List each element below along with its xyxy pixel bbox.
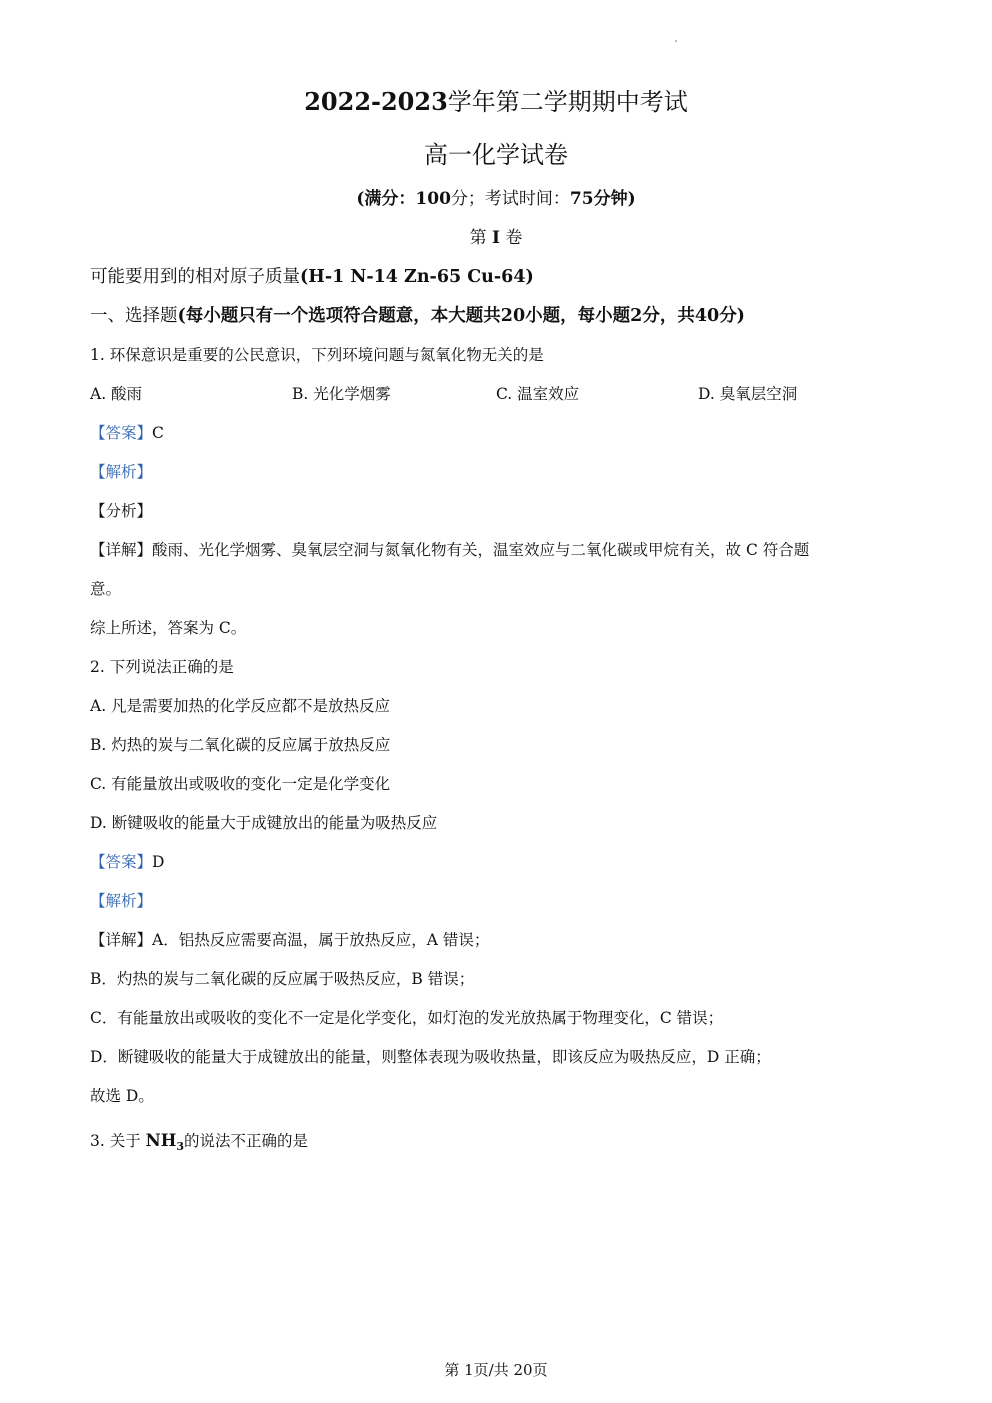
q1-detail-text1: 酸雨、光化学烟雾、臭氧层空洞与氮氧化物有关，温室效应与二氧化碳或甲烷有关，故 C 符合题 <box>152 541 810 559</box>
q2-analysis-line <box>90 888 152 914</box>
info-close: 分钟) <box>593 189 636 209</box>
section-heading <box>90 303 745 329</box>
info-mid: 分；考试时间： <box>450 189 570 209</box>
analysis-tag: 【解析】 <box>90 892 153 910</box>
section-part2: 小题，每小题 <box>525 306 631 326</box>
q2-detail-a-text: A．铝热反应需要高温，属于放热反应，A 错误； <box>152 931 490 949</box>
q2-answer: D <box>152 853 165 871</box>
atomic-mass-prefix: 可能要用到的相对原子质量 <box>90 267 300 287</box>
q2-detail-a <box>90 927 489 953</box>
q2-detail-c: C．有能量放出或吸收的变化不一定是化学变化，如灯泡的发光放热属于物理变化，C 错误； <box>90 1009 724 1027</box>
q1-stem: 1. 环保意识是重要的公民意识，下列环境问题与氮氧化物无关的是 <box>90 346 544 364</box>
q2-detail-d: D．断键吸收的能量大于成键放出的能量，则整体表现为吸收热量，即该反应为吸热反应，D 正确； <box>90 1048 771 1066</box>
section-part4: 分) <box>719 306 745 326</box>
q3-stem <box>90 1128 308 1160</box>
volume-pre: 第 <box>469 228 487 248</box>
q2-answer-line <box>90 849 164 875</box>
volume-heading <box>0 225 992 251</box>
section-part3: 分，共 <box>642 306 695 326</box>
answer-tag: 【答案】 <box>90 424 153 442</box>
volume-post: 卷 <box>505 228 523 248</box>
q3-stem-post: 的说法不正确的是 <box>183 1132 308 1150</box>
q2-option-d: D. 断键吸收的能量大于成键放出的能量为吸热反应 <box>90 814 438 832</box>
exam-title <box>0 86 992 118</box>
q1-analysis-line <box>90 459 152 485</box>
fenxi-tag: 【分析】 <box>90 502 153 520</box>
q1-option-d: D. 臭氧层空洞 <box>698 385 798 403</box>
q2-option-b: B. 灼热的炭与二氧化碳的反应属于放热反应 <box>90 736 391 754</box>
volume-num: I <box>492 228 500 248</box>
exam-info <box>0 186 992 212</box>
scan-speck <box>675 40 677 42</box>
atomic-mass-values: (H-1 N-14 Zn-65 Cu-64) <box>300 267 534 287</box>
section-points: 2 <box>630 306 643 326</box>
analysis-tag: 【解析】 <box>90 463 153 481</box>
section-total: 40 <box>694 306 720 326</box>
q1-answer: C <box>152 424 164 442</box>
q1-option-b: B. 光化学烟雾 <box>292 385 391 403</box>
detail-tag: 【详解】 <box>90 541 153 559</box>
answer-tag: 【答案】 <box>90 853 153 871</box>
q1-answer-line <box>90 420 164 446</box>
q2-stem: 2. 下列说法正确的是 <box>90 658 234 676</box>
q2-conclusion: 故选 D。 <box>90 1087 154 1105</box>
q1-detail-line1 <box>90 537 809 563</box>
atomic-mass-line <box>90 264 534 290</box>
q3-stem-pre: 3. 关于 <box>90 1132 141 1150</box>
q1-detail-line2: 意。 <box>90 580 122 598</box>
info-open: (满分： <box>356 189 416 209</box>
q2-option-a: A. 凡是需要加热的化学反应都不是放热反应 <box>90 697 391 715</box>
exam-subtitle: 高一化学试卷 <box>424 141 568 169</box>
title-year: 2022-2023 <box>304 87 448 116</box>
page-footer: 第 1页/共 20页 <box>444 1361 548 1379</box>
section-count: 20 <box>500 306 526 326</box>
section-part1: (每小题只有一个选项符合题意，本大题共 <box>177 306 501 326</box>
title-rest: 学年第二学期期中考试 <box>447 88 688 116</box>
nh3-formula-subscript: 3 <box>176 1140 184 1153</box>
q2-option-c: C. 有能量放出或吸收的变化一定是化学变化 <box>90 775 391 793</box>
nh3-formula <box>145 1131 184 1153</box>
q1-summary: 综上所述，答案为 C。 <box>90 619 247 637</box>
q2-detail-b: B．灼热的炭与二氧化碳的反应属于吸热反应，B 错误； <box>90 970 475 988</box>
q1-fenxi-line <box>90 498 152 524</box>
q1-option-a: A. 酸雨 <box>90 385 143 403</box>
info-score: 100 <box>415 189 451 209</box>
section-prefix: 一、选择题 <box>90 306 178 326</box>
q1-option-c: C. 温室效应 <box>496 385 580 403</box>
detail-tag: 【详解】 <box>90 931 153 949</box>
nh3-formula-main: NH <box>145 1131 177 1150</box>
info-time: 75 <box>569 189 594 209</box>
